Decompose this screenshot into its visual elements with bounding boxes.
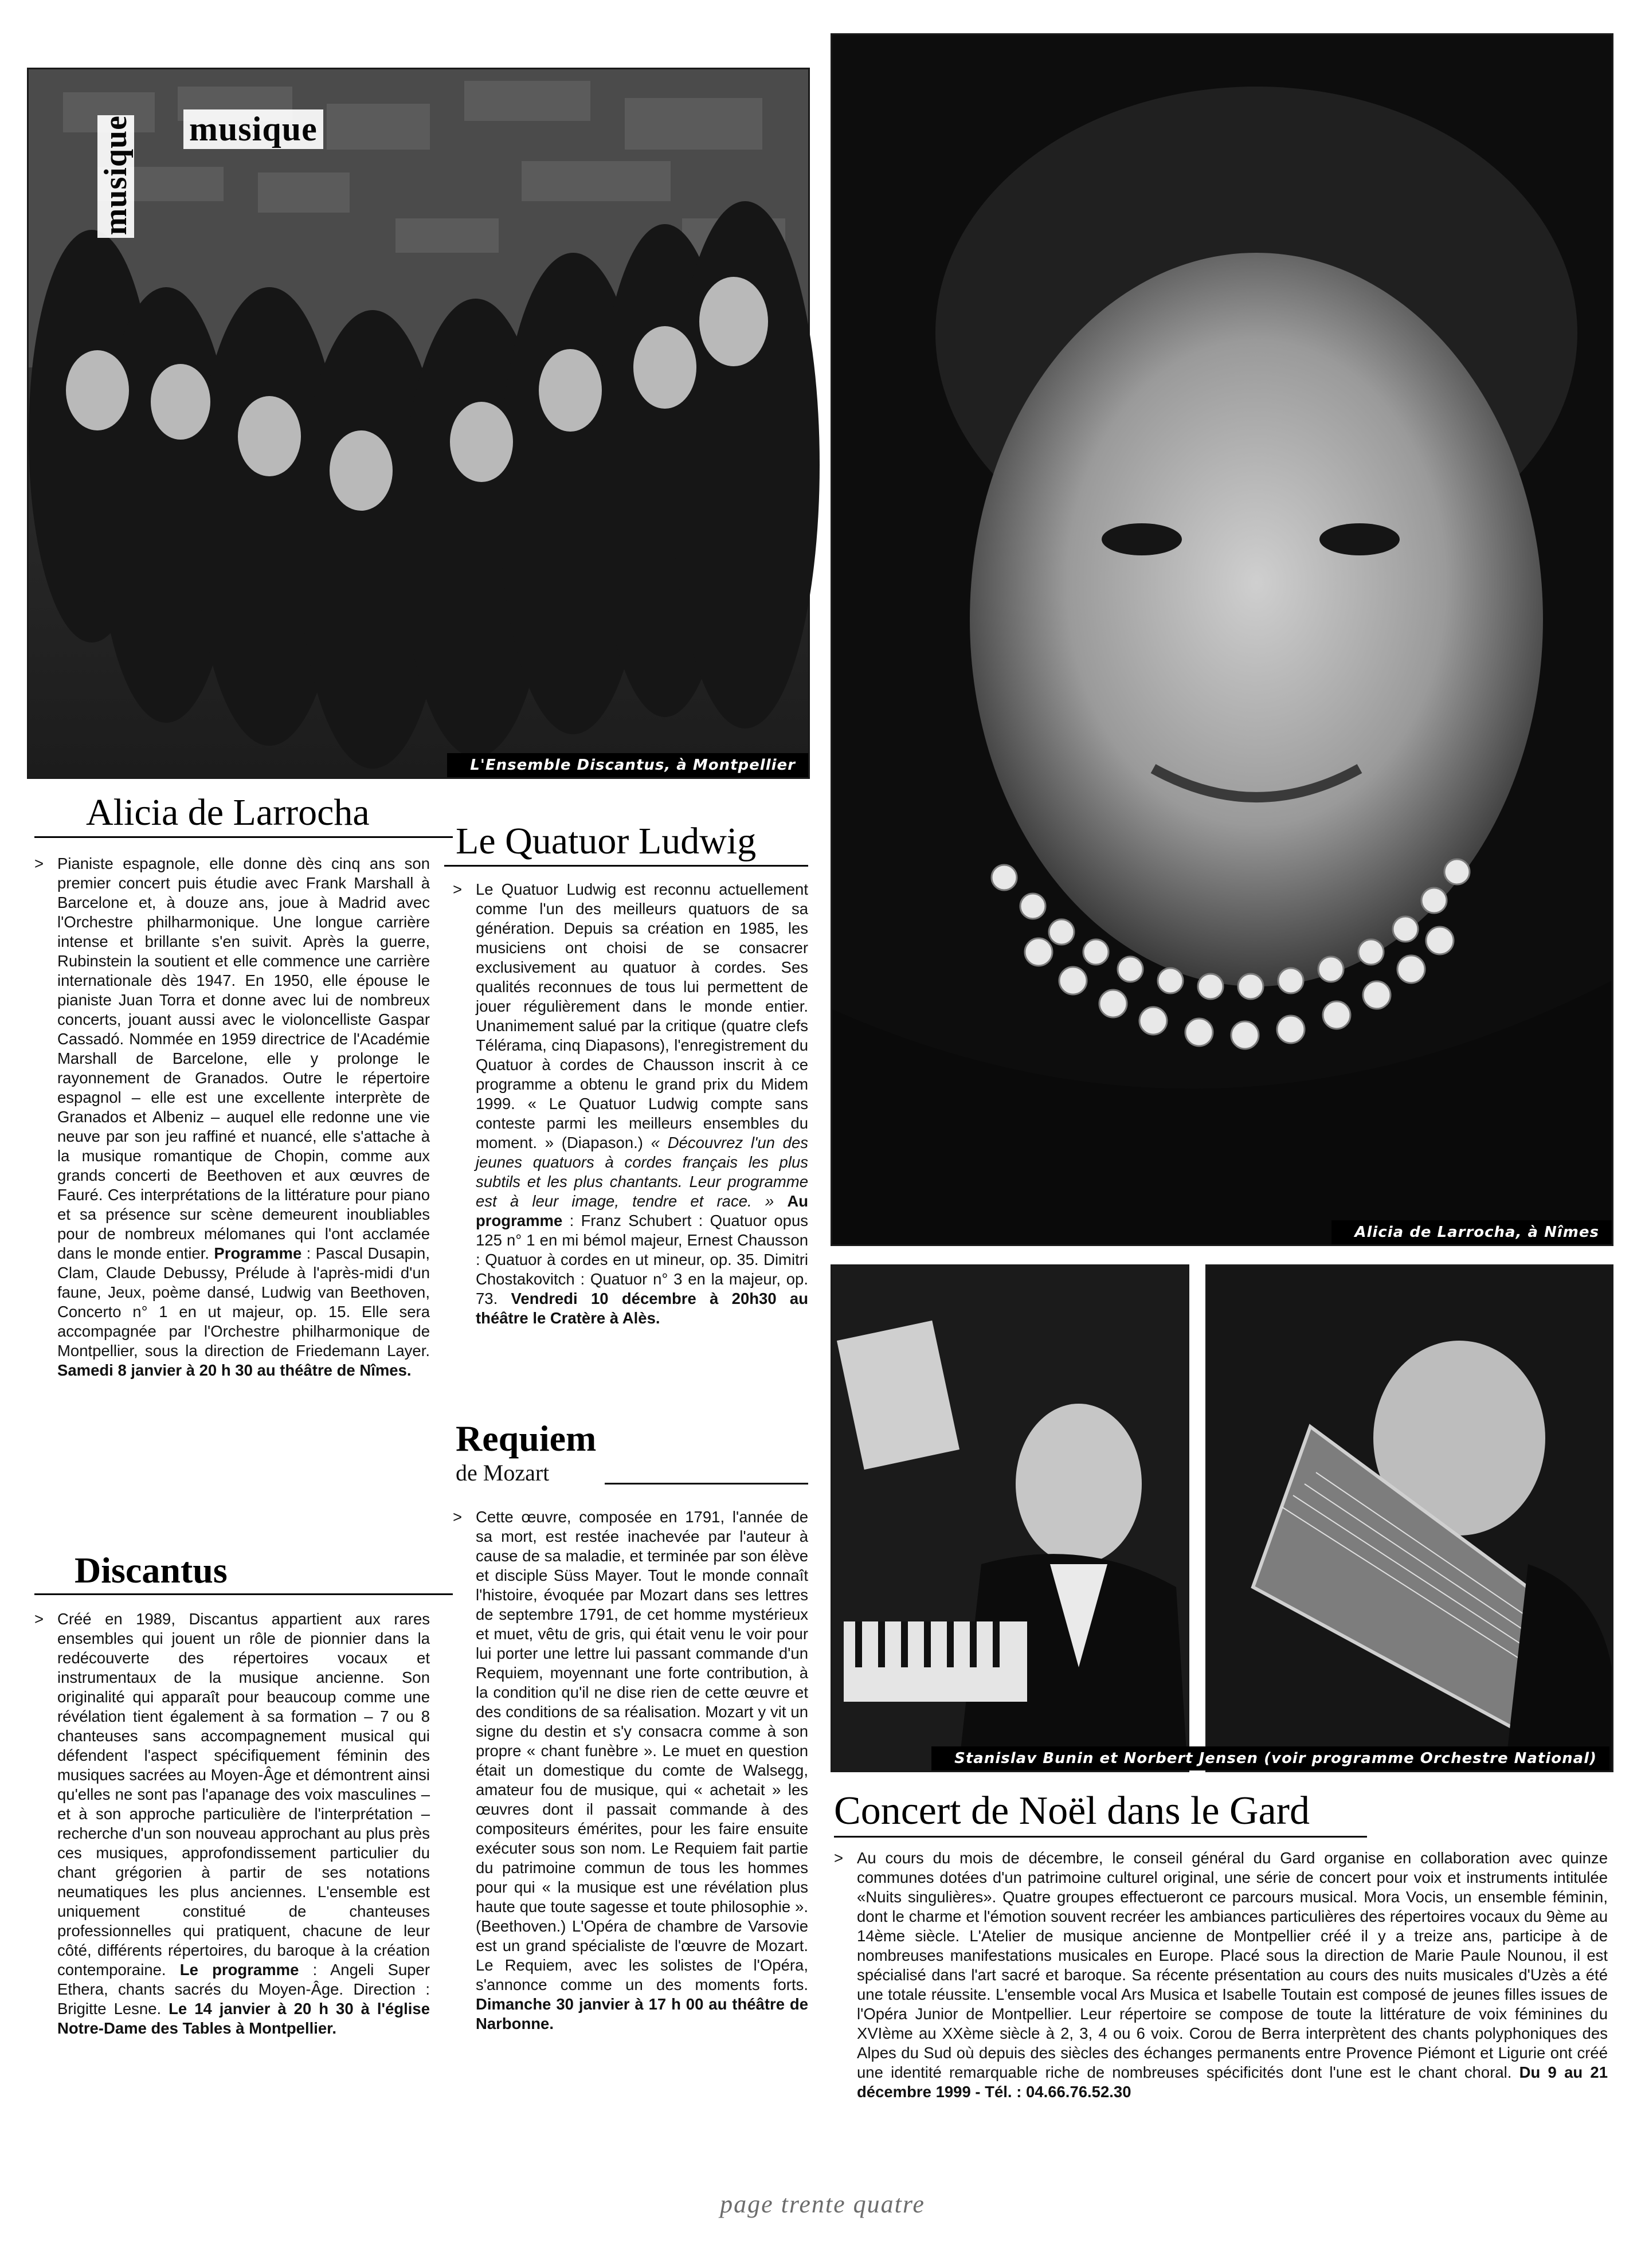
ludwig-body: > Le Quatuor Ludwig est reconnu actuellement comme l'un des meilleurs quatuors de sa génération. Depuis sa création en 1985, les musiciens ont choisi de se consacrer exclusivement au quatuor à cordes. Ses qualités reconnues de tous lui permettent de jouer régulièrement dans le monde entier. Unanimement salué par la critique (quatre clefs Télérama, cinq Diapasons), l'enregistrement du Quatuor à cordes de Chausson inscrit à ce programme a obtenu le grand prix du Midem 1999. « Le Quatuor Ludwig compte sans conteste parmi les meilleurs ensembles du moment. » (Diapason.) « Découvrez l'un des jeunes quatuors à cordes français les plus subtils et les plus chantants. Leur programme est à leur image, tendre et race. » Au programme : Franz Schubert : Quatuor opus 125 n° 1 en mi bémol majeur, Ernest Chausson : Quatuor à cordes en ut mineur, op. 35. Dimitri Chostakovitch : Quatuor n° 3 en la majeur, op. 73. Vendredi 10 décembre à 20h30 au théâtre le Cratère à Alès. [453,880,809,1327]
requiem-title-rule [605,1483,808,1484]
larrocha-title: Alicia de Larrocha [86,792,370,833]
ensemble-photo-art [29,69,808,777]
ensemble-photo [27,68,810,779]
requiem-title: Requiem [456,1418,597,1459]
noel-body: > Au cours du mois de décembre, le conseil général du Gard organise en collaboration avec quinze communes dotées d'un patrimoine culturel original, une série de concert pour voix et instruments intitulée «Nuits singulières». Quatre groupes effectueront ce parcours musical. Mora Vocis, un ensemble féminin, dont le charme et l'émotion souvent recréer les ambiances particulières des répertoires vocaux du 9ème au 14ème siècle. L'Atelier de musique ancienne de Montpellier créé il y a treize ans, participe à de nombreuses manifestations musicales en Europe. Placé sous la direction de Marie Paule Nounou, il est spécialisé dans l'art sacré et baroque. Sa récente présentation au cours des nuits musicales d'Uzès a été une totale réussite. L'ensemble vocal Ars Musica et Isabelle Toutain est composé de jeunes filles issues de l'Opéra Junior de Montpellier. Leur répertoire se compose de toute la littérature de voix féminines du XVIème au XXème siècle à 2, 3, 4 ou 6 voix. Corou de Berra interprètent des chants polyphoniques des Alpes du Sud où depuis des siècles des échanges permanents entre Provence Piémont et Ligurie ont créé une identité remarquable riche de nombreuses spécificités dont l'une est le chant choral. Du 9 au 21 décembre 1999 - Tél. : 04.66.76.52.30 [834,1849,1608,2101]
larrocha-body: > Pianiste espagnole, elle donne dès cinq ans son premier concert puis étudie avec Frank Marshall à Barcelone et, à douze ans, joue à Madrid avec l'Orchestre philharmonique. Une longue carrière intense et brillante s'en suivit. Après la guerre, Rubinstein la soutient et elle commence une carrière internationale dès 1947. En 1950, elle épouse le pianiste Juan Torra et donne avec lui de nombreux concerts, jouant aussi avec le violoncelliste Gaspar Cassadó. Nommée en 1959 directrice de l'Académie Marshall de Barcelone, elle y prolonge le rayonnement de Granados. Outre le répertoire espagnol – elle est une excellente interprète de Granados et Albeniz – auquel elle redonne une vie neuve par son jeu raffiné et nuancé, elle s'attache à la musique romantique de Chopin, comme aux grands concerti de Beethoven et aux œuvres de Fauré. Ces interprétations de la littérature pour piano et sa présence sur scène demeurent inoubliables pour de nombreux mélomanes qui l'ont acclamée dans le monde entier. Programme : Pascal Dusapin, Clam, Claude Debussy, Prélude à l'après-midi d'un faune, Jeux, poème dansé, Ludwig van Beethoven, Concerto n° 1 en ut majeur, op. 15. Elle sera accompagnée par l'Orchestre philharmonique de Montpellier, sous la direction de Friedemann Layer. Samedi 8 janvier à 20 h 30 au théâtre de Nîmes. [34,855,430,1379]
ludwig-title: Le Quatuor Ludwig [456,820,757,862]
bunin-photo [831,1264,1189,1772]
section-tag-horizontal: musique [183,109,323,149]
larrocha-photo-art [832,35,1612,1244]
jensen-photo [954,1264,1613,1772]
larrocha-photo [831,33,1613,1246]
article-larrocha [75,794,430,838]
ludwig-title-rule [444,865,808,867]
discantus-title: Discantus [75,1550,228,1591]
section-tag-vertical: musique [97,115,134,238]
article-requiem [456,1420,808,1484]
bunin-photo-art [832,1266,1188,1770]
discantus-body: > Créé en 1989, Discantus appartient aux rares ensembles qui jouent un rôle de pionnier dans la redécouverte des répertoires vocaux et instrumentaux de la musique ancienne. Son originalité qui apparaît pour beaucoup comme une révélation tient également à sa formation – 7 ou 8 chanteuses sans accompagnement musical qui défendent l'aspect spécifiquement féminin des musiques sacrées au Moyen-Âge et démontrent ainsi qu'elles ne sont pas l'apanage des voix masculines – et à son approche particulière de l'interprétation – recherche d'un son nouveau approchant au plus près ces musiques, approfondissement particulier du chant grégorien à partir de ses notations neumatiques les plus anciennes. L'ensemble est uniquement constitué de chanteuses professionnelles qui pratiquent, chacune de leur côté, différents répertoires, du baroque à la création contemporaine. Le programme : Angeli Super Ethera, chants sacrés du Moyen-Âge. Direction : Brigitte Lesne. Le 14 janvier à 20 h 30 à l'église Notre-Dame des Tables à Montpellier. [34,1610,430,2037]
page-footer: page trente quatre [720,2190,925,2218]
article-discantus [75,1552,430,1595]
larrocha-photo-caption: Alicia de Larrocha, à Nîmes [1331,1220,1612,1244]
article-ludwig [456,822,808,867]
article-noel [834,1791,1608,1838]
noel-title: Concert de Noël dans le Gard [834,1789,1310,1833]
noel-title-rule [834,1836,1367,1838]
jensen-photo-art [1207,1266,1612,1770]
requiem-body: > Cette œuvre, composée en 1791, l'année de sa mort, est restée inachevée par l'auteur à cause de sa maladie, et terminée par son élève et disciple Süss Mayer. Tout le monde connaît l'histoire, évoquée par Mozart dans ses lettres de septembre 1791, de cet homme mystérieux et muet, vêtu de gris, qui était venu le voir pour lui porter une lettre lui passant commande d'un Requiem, moyennant une forte contribution, à la condition qu'il ne dise rien de cette œuvre et des conditions de sa réalisation. Mozart y vit un signe du destin et s'y consacra comme à son propre « chant funèbre ». Le muet en question était un domestique du comte de Walsegg, amateur fou de musique, qui « achetait » les œuvres dont il passait commande à des compositeurs émérites, pour les faire ensuite exécuter sous son nom. Le Requiem fait partie du patrimoine commun de tous les hommes pour qui « la musique est une révélation plus haute que toute sagesse et toute philosophie ». (Beethoven.) L'Opéra de chambre de Varsovie est un grand spécialiste de l'œuvre de Mozart. Le Requiem, avec les solistes de l'Opéra, s'annonce comme un des moments forts. Dimanche 30 janvier à 17 h 00 au théâtre de Narbonne. [453,1508,808,2032]
larrocha-title-rule [34,836,453,838]
ensemble-photo-caption: L'Ensemble Discantus, à Montpellier [447,753,808,777]
requiem-subtitle: de Mozart [456,1460,550,1486]
bunin-jensen-photo-caption: Stanislav Bunin et Norbert Jensen (voir programme Orchestre National) [931,1746,1609,1770]
discantus-title-rule [34,1593,453,1595]
